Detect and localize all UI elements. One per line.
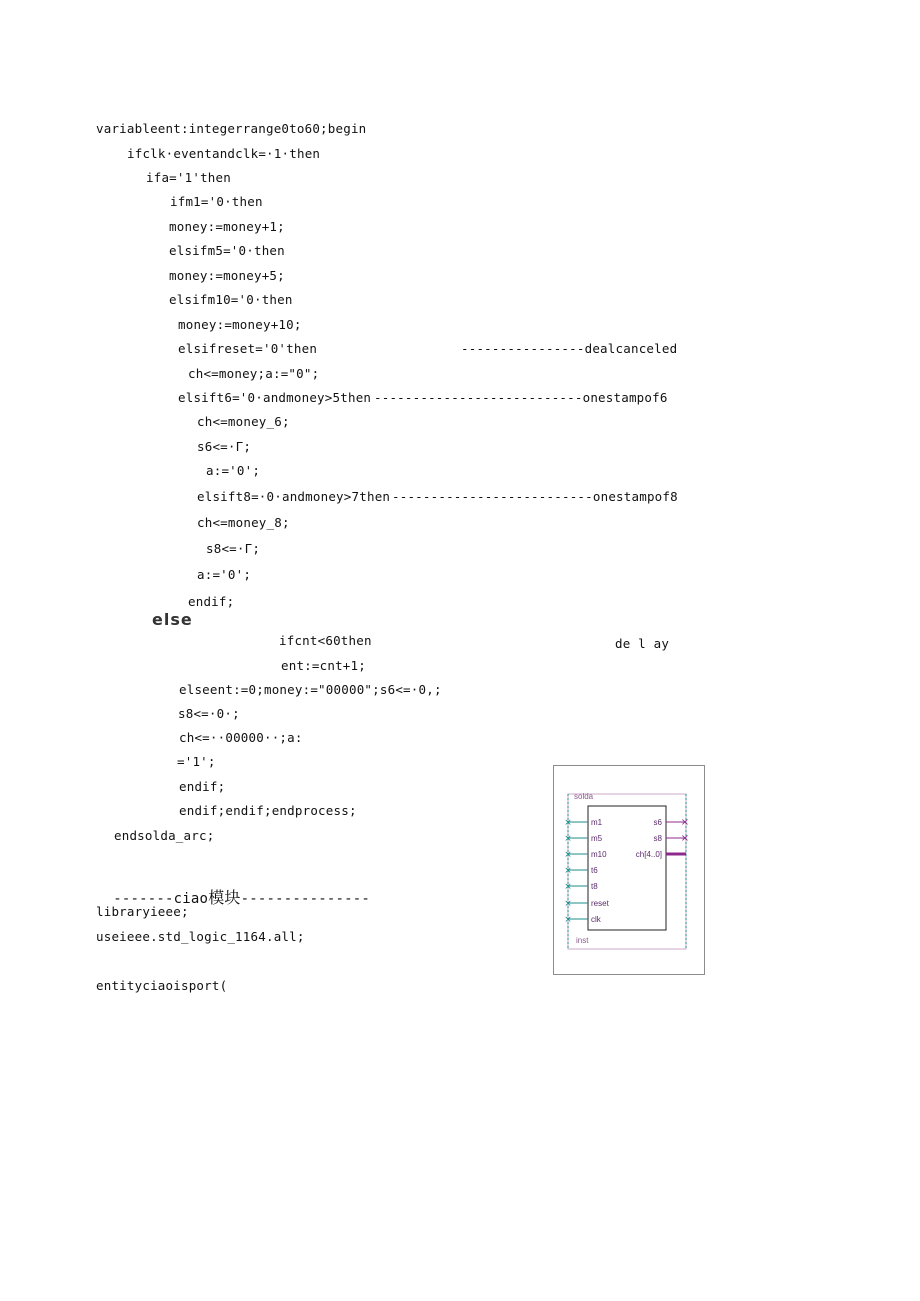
code-line: money:=money+10;	[178, 317, 302, 332]
code-line: endif;	[179, 779, 226, 794]
code-line: s8<=·0·;	[178, 706, 240, 721]
svg-text:×: ×	[564, 818, 572, 828]
code-line: s8<=·Γ;	[206, 541, 261, 556]
code-line: money:=money+1;	[169, 219, 285, 234]
input-pin-m10	[564, 850, 607, 860]
svg-text:×: ×	[564, 915, 572, 925]
code-line: ent:=cnt+1;	[281, 658, 366, 673]
svg-text:t6: t6	[591, 866, 598, 875]
input-pin-reset	[564, 899, 609, 909]
svg-text:×: ×	[564, 834, 572, 844]
code-comment: de l ay	[615, 636, 670, 651]
code-line: elsifm10='0·then	[169, 292, 293, 307]
code-line: endif;	[188, 594, 235, 609]
code-line: money:=money+5;	[169, 268, 285, 283]
output-pin-s8	[654, 833, 690, 844]
input-pin-m1	[564, 818, 602, 828]
symbol-title: solda	[574, 792, 594, 801]
code-line: variableent:integerrange0to60;begin	[96, 121, 367, 136]
code-line: elsifreset='0'then	[178, 341, 318, 356]
section-heading	[96, 874, 370, 907]
output-pin-ch	[636, 850, 686, 859]
code-line: endsolda_arc;	[114, 828, 215, 843]
code-line: ch<=money_8;	[197, 515, 290, 530]
svg-text:m1: m1	[591, 818, 603, 827]
svg-text:s8: s8	[653, 834, 662, 843]
heading-dashes: -------	[113, 891, 174, 907]
input-pin-clk	[564, 915, 602, 925]
svg-text:reset: reset	[591, 899, 609, 908]
svg-text:clk: clk	[591, 915, 601, 924]
svg-text:m10: m10	[591, 850, 607, 859]
input-pin-t8	[564, 882, 598, 892]
code-line: ifcnt<60then	[279, 633, 372, 648]
heading-dashes: ---------------	[240, 891, 371, 907]
else-keyword: else	[152, 610, 193, 629]
symbol-instance: inst	[576, 936, 589, 945]
svg-text:s6: s6	[653, 818, 662, 827]
code-comment: ---------------------------onestampof6	[374, 390, 668, 405]
svg-text:ch[4..0]: ch[4..0]	[635, 850, 662, 859]
code-line: a:='0';	[206, 463, 261, 478]
code-line: ='1';	[177, 754, 216, 769]
svg-text:×: ×	[564, 899, 572, 909]
code-line: elsifm5='0·then	[169, 243, 285, 258]
code-line: ch<=··00000··;a:	[179, 730, 303, 745]
code-line: ifa='1'then	[146, 170, 231, 185]
code-line: endif;endif;endprocess;	[179, 803, 357, 818]
svg-text:×: ×	[564, 850, 572, 860]
code-line: ch<=money_6;	[197, 414, 290, 429]
svg-text:×: ×	[680, 833, 690, 844]
block-symbol-svg	[554, 766, 704, 974]
code-line: s6<=·Γ;	[197, 439, 252, 454]
code-comment: ----------------dealcanceled	[461, 341, 678, 356]
code-line: ifclk·eventandclk=·1·then	[127, 146, 321, 161]
code-comment: --------------------------onestampof8	[392, 489, 678, 504]
block-symbol-diagram	[553, 765, 705, 975]
svg-text:×: ×	[680, 817, 690, 828]
output-pin-s6	[654, 817, 690, 828]
code-line: useieee.std_logic_1164.all;	[96, 929, 305, 944]
svg-text:×: ×	[564, 882, 572, 892]
code-line: elsift8=·0·andmoney>7then	[197, 489, 391, 504]
code-line: ch<=money;a:="0";	[188, 366, 320, 381]
svg-text:m5: m5	[591, 834, 603, 843]
code-line: elseent:=0;money:="00000";s6<=·0,;	[179, 682, 442, 697]
code-line: libraryieee;	[96, 904, 189, 919]
code-line: ifm1='0·then	[170, 194, 263, 209]
svg-text:t8: t8	[591, 882, 598, 891]
input-pin-t6	[564, 866, 598, 876]
heading-module-title: 模块	[208, 888, 241, 907]
code-line: entityciaoisport(	[96, 978, 228, 993]
code-line: elsift6='0·andmoney>5then	[178, 390, 372, 405]
heading-module-name: ciao	[173, 891, 209, 907]
svg-text:×: ×	[564, 866, 572, 876]
input-pin-m5	[564, 834, 602, 844]
code-line: a:='0';	[197, 567, 252, 582]
